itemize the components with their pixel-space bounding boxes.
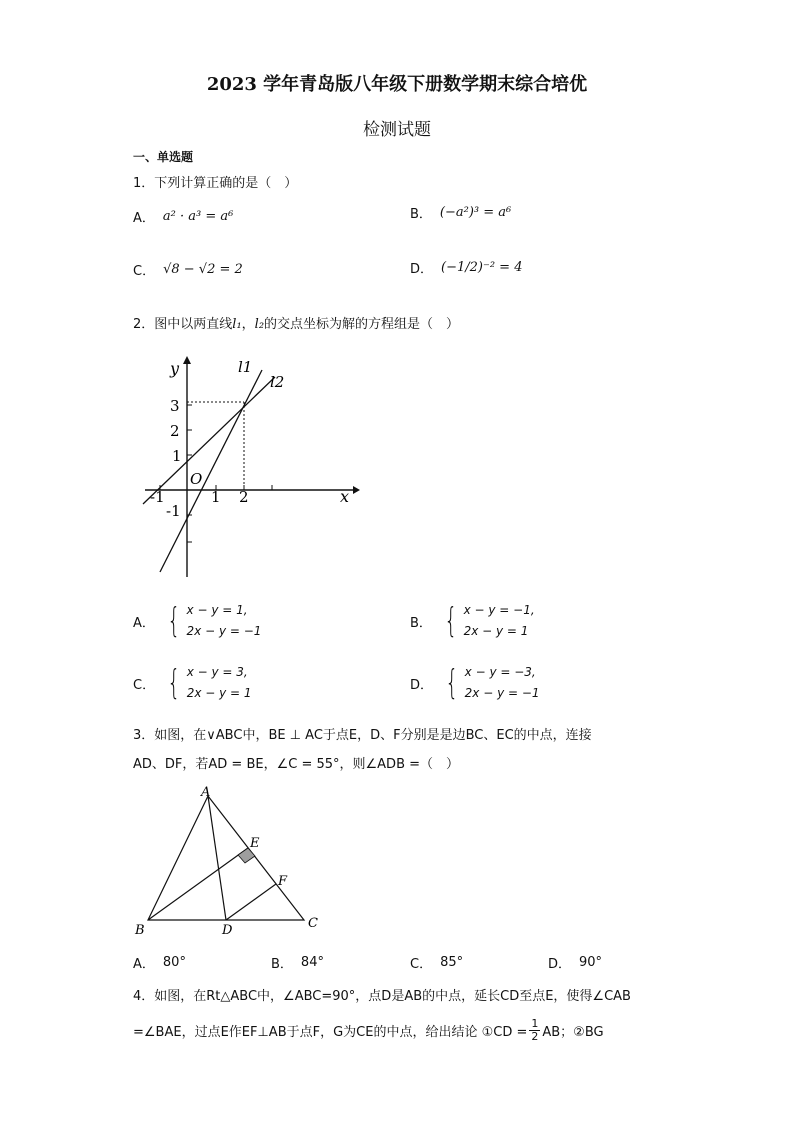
option-label: B．	[410, 615, 432, 631]
q2-option-b[interactable]	[410, 600, 535, 642]
y-axis-arrow	[183, 356, 191, 364]
option-text: a² · a³ = a⁶	[162, 209, 234, 224]
label-c: C	[308, 916, 318, 931]
q4-line2-post: AB；②BG	[542, 1025, 604, 1040]
equation-2: 2x − y = 1	[186, 686, 252, 700]
brace-icon: {	[444, 601, 458, 641]
fraction-numerator: 1	[531, 1017, 539, 1030]
option-label: A．	[133, 615, 155, 631]
x-axis-arrow	[353, 486, 360, 494]
equation-1: x − y = 1,	[186, 603, 248, 617]
q2-stem-post: 的交点坐标为解的方程组是（ ）	[264, 317, 460, 332]
equation-1: x − y = −3,	[464, 665, 536, 679]
label-d: D	[222, 923, 233, 938]
option-text: 84°	[300, 955, 324, 970]
q2-option-c[interactable]	[133, 662, 252, 704]
segment-df	[226, 884, 276, 920]
q3-triangle-figure	[130, 782, 330, 942]
option-text: (−1/2)⁻² = 4	[441, 260, 523, 275]
option-label: C．	[410, 957, 433, 972]
x-axis-label: x	[340, 487, 350, 506]
tick-label-y-3: 3	[170, 397, 180, 415]
page-title: 2023 学年青岛版八年级下册数学期末综合培优	[206, 74, 588, 95]
label-b: B	[135, 923, 145, 938]
brace-icon: {	[445, 663, 459, 703]
segment-ad	[208, 796, 226, 920]
equation-system	[163, 600, 262, 642]
tick-label-y--1: -1	[166, 502, 181, 520]
option-text: √8 − √2 = 2	[163, 262, 243, 277]
q3-option-c[interactable]	[410, 953, 463, 972]
q1-option-b[interactable]	[410, 203, 511, 222]
page-subtitle: 检测试题	[363, 120, 431, 140]
question-3-line-1: 3．如图，在∨ABC中，BE ⊥ AC于点E，D、F分别是是边BC、EC的中点，连接	[133, 728, 592, 743]
question-4-line-1: 4．如图，在Rt△ABC中，∠ABC=90°，点D是AB的中点，延长CD至点E，使得∠CAB	[133, 989, 631, 1004]
option-label: A．	[133, 211, 155, 226]
option-label: A．	[133, 957, 155, 972]
q3-option-a[interactable]	[133, 953, 186, 972]
equation-2: 2x − y = 1	[463, 624, 529, 638]
tick-label-x-2: 2	[239, 488, 249, 506]
option-text: 90°	[579, 955, 603, 970]
tick-label-y-2: 2	[170, 422, 180, 440]
q2-sep: ，	[241, 317, 255, 332]
fraction-denominator: 2	[531, 1030, 539, 1043]
question-1-stem: 1．下列计算正确的是（ ）	[133, 176, 298, 191]
option-label: D．	[410, 262, 434, 277]
y-axis-label: y	[170, 359, 180, 378]
q4-line2-pre: =∠BAE，过点E作EF⊥AB于点F，G为CE的中点，给出结论 ①CD =	[133, 1025, 528, 1040]
option-label: D．	[548, 957, 572, 972]
label-f: F	[278, 874, 288, 889]
equation-2: 2x − y = −1	[186, 624, 262, 638]
triangle-abc	[148, 796, 304, 920]
question-2-stem	[133, 313, 459, 332]
option-label: C．	[133, 677, 156, 693]
option-label: B．	[410, 207, 432, 222]
q2-l1: l₁	[232, 317, 242, 332]
equation-1: x − y = 3,	[186, 665, 248, 679]
l2-label: l2	[270, 373, 285, 391]
fraction-half	[529, 1018, 540, 1043]
option-label: C．	[133, 264, 156, 279]
q1-option-a[interactable]	[133, 207, 233, 226]
equation-system	[163, 662, 251, 704]
option-text: 80°	[162, 955, 186, 970]
option-label: B．	[271, 957, 293, 972]
q2-option-d[interactable]	[410, 662, 540, 704]
equation-system	[440, 600, 535, 642]
option-label: D．	[410, 677, 434, 693]
q2-option-a[interactable]	[133, 600, 261, 642]
tick-label-x--1: -1	[150, 488, 165, 506]
equation-2: 2x − y = −1	[464, 686, 540, 700]
brace-icon: {	[167, 601, 181, 641]
q2-l2: l₂	[254, 317, 265, 332]
section-heading: 一、单选题	[133, 150, 194, 164]
question-3-line-2: AD、DF，若AD = BE，∠C = 55°，则∠ADB =（ ）	[133, 757, 460, 772]
brace-icon: {	[167, 663, 181, 703]
equation-1: x − y = −1,	[463, 603, 535, 617]
option-text: (−a²)³ = a⁶	[439, 205, 512, 220]
q2-graph	[140, 352, 365, 582]
equation-system	[441, 662, 540, 704]
tick-label-x-1: 1	[211, 488, 221, 506]
l1-label: l1	[238, 358, 253, 376]
q3-option-b[interactable]	[271, 953, 324, 972]
tick-label-y-1: 1	[172, 447, 182, 465]
label-e: E	[250, 836, 260, 851]
segment-be	[148, 848, 248, 920]
q1-option-d[interactable]	[410, 258, 522, 277]
q3-option-d[interactable]	[548, 953, 602, 972]
option-text: 85°	[440, 955, 464, 970]
line-l2	[143, 377, 275, 504]
question-4-line-2	[133, 1018, 604, 1043]
q2-stem-pre: 2．图中以两直线	[133, 317, 233, 332]
label-a: A	[201, 785, 211, 800]
q1-option-c[interactable]	[133, 260, 243, 279]
origin-label: O	[190, 470, 203, 488]
